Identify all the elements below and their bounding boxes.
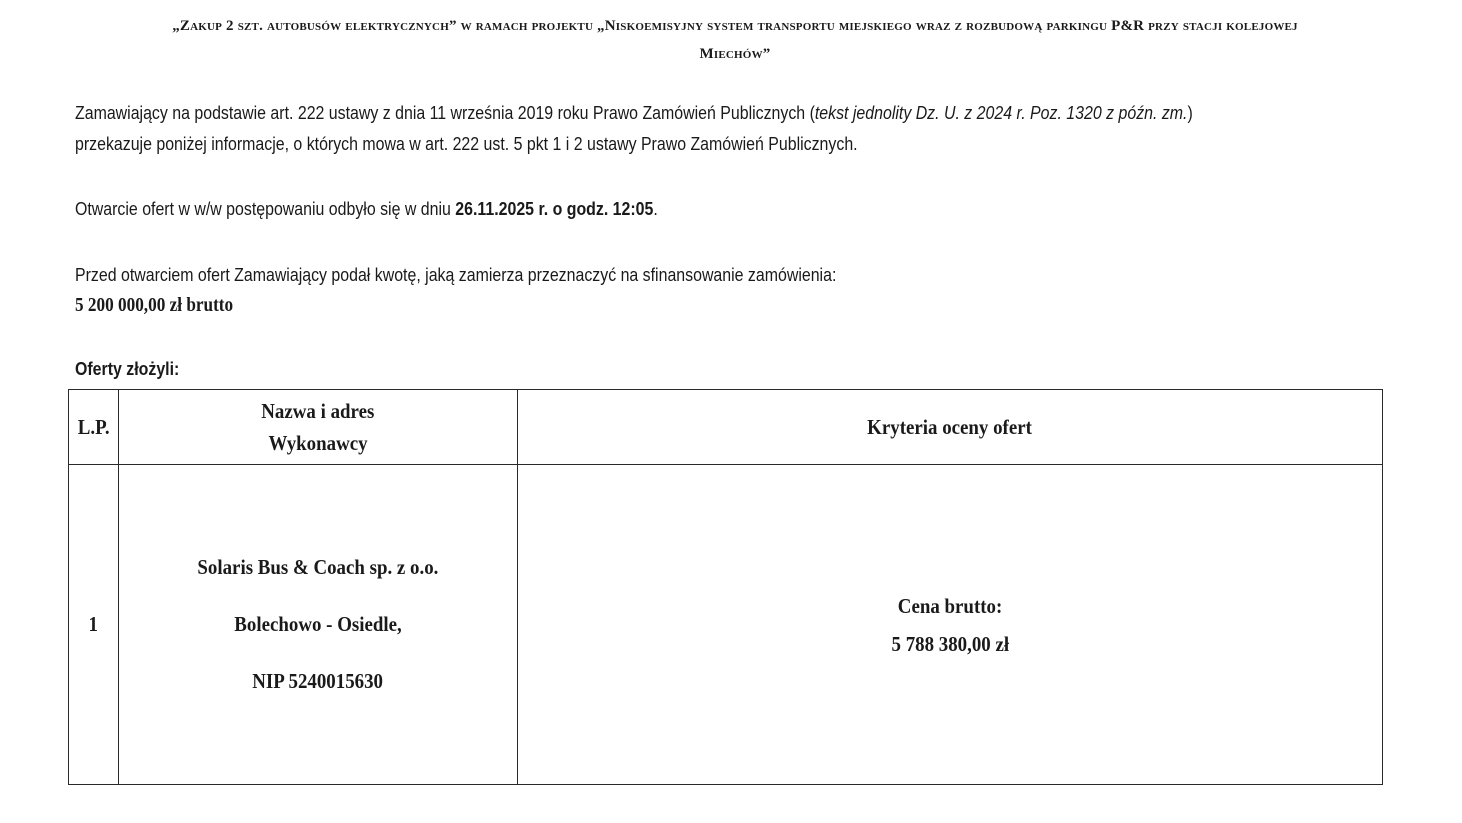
criteria-label: Cena brutto: (897, 593, 1003, 618)
header-contractor-text-1: Nazwa i adres (261, 399, 375, 423)
criteria-price-line (518, 625, 1382, 663)
intro-text-end: ) (1187, 102, 1193, 123)
header-lp (69, 390, 119, 465)
row-number: 1 (88, 612, 99, 636)
cell-contractor (119, 465, 518, 785)
intro-paragraph-line-2: przekazuje poniżej informacje, o których mowa w art. 222 ust. 5 pkt 1 i 2 ustawy Prawo Zamówień Publicznych. (75, 133, 858, 154)
table-header-row (69, 390, 1383, 465)
cell-lp (69, 465, 119, 785)
offers-table (68, 389, 1383, 785)
offers-label: Oferty złożyli: (75, 358, 180, 379)
intro-text: Zamawiający na podstawie art. 222 ustawy z dnia 11 września 2019 roku Prawo Zamówień Publicznych ( (75, 102, 815, 123)
legal-reference: tekst jednolity Dz. U. z 2024 r. Poz. 1320 z późn. zm. (814, 102, 1188, 123)
opening-date-time: 26.11.2025 r. o godz. 12:05 (455, 198, 654, 219)
contractor-address-line (119, 596, 517, 653)
header-lp-label: L.P. (77, 414, 110, 439)
contractor-nip-line (119, 653, 517, 710)
opening-text: Otwarcie ofert w w/w postępowaniu odbyło się w dniu (75, 198, 456, 219)
offer-price: 5 788 380,00 zł (891, 631, 1009, 656)
intro-paragraph-line-1 (75, 97, 1193, 128)
opening-paragraph (75, 193, 658, 224)
contractor-address: Bolechowo - Osiedle, (234, 612, 402, 636)
header-criteria (518, 390, 1383, 465)
title-line-1: „Zakup 2 szt. autobusów elektrycznych” w ramach projektu „Niskoemisyjny system transportu miejskiego wraz z rozbudową parkingu P&R przy stacji kolejowej (172, 18, 1298, 34)
header-criteria-label: Kryteria oceny ofert (867, 414, 1033, 439)
opening-text-end: . (653, 198, 658, 219)
header-contractor-line-1 (119, 395, 517, 427)
header-contractor (119, 390, 518, 465)
table-row (69, 465, 1383, 785)
budget-paragraph: Przed otwarciem ofert Zamawiający podał kwotę, jaką zamierza przeznaczyć na sfinansowanie zamówienia: (75, 264, 837, 285)
document-title (90, 12, 1380, 68)
title-line-2: Miechów” (699, 46, 771, 62)
criteria-label-line (518, 587, 1382, 625)
header-contractor-text-2: Wykonawcy (268, 431, 368, 455)
contractor-nip: NIP 5240015630 (252, 669, 384, 693)
cell-criteria (518, 465, 1383, 785)
budget-amount: 5 200 000,00 zł brutto (75, 294, 234, 316)
header-contractor-line-2 (119, 427, 517, 459)
contractor-name: Solaris Bus & Coach sp. z o.o. (197, 555, 439, 579)
contractor-name-line (119, 539, 517, 596)
